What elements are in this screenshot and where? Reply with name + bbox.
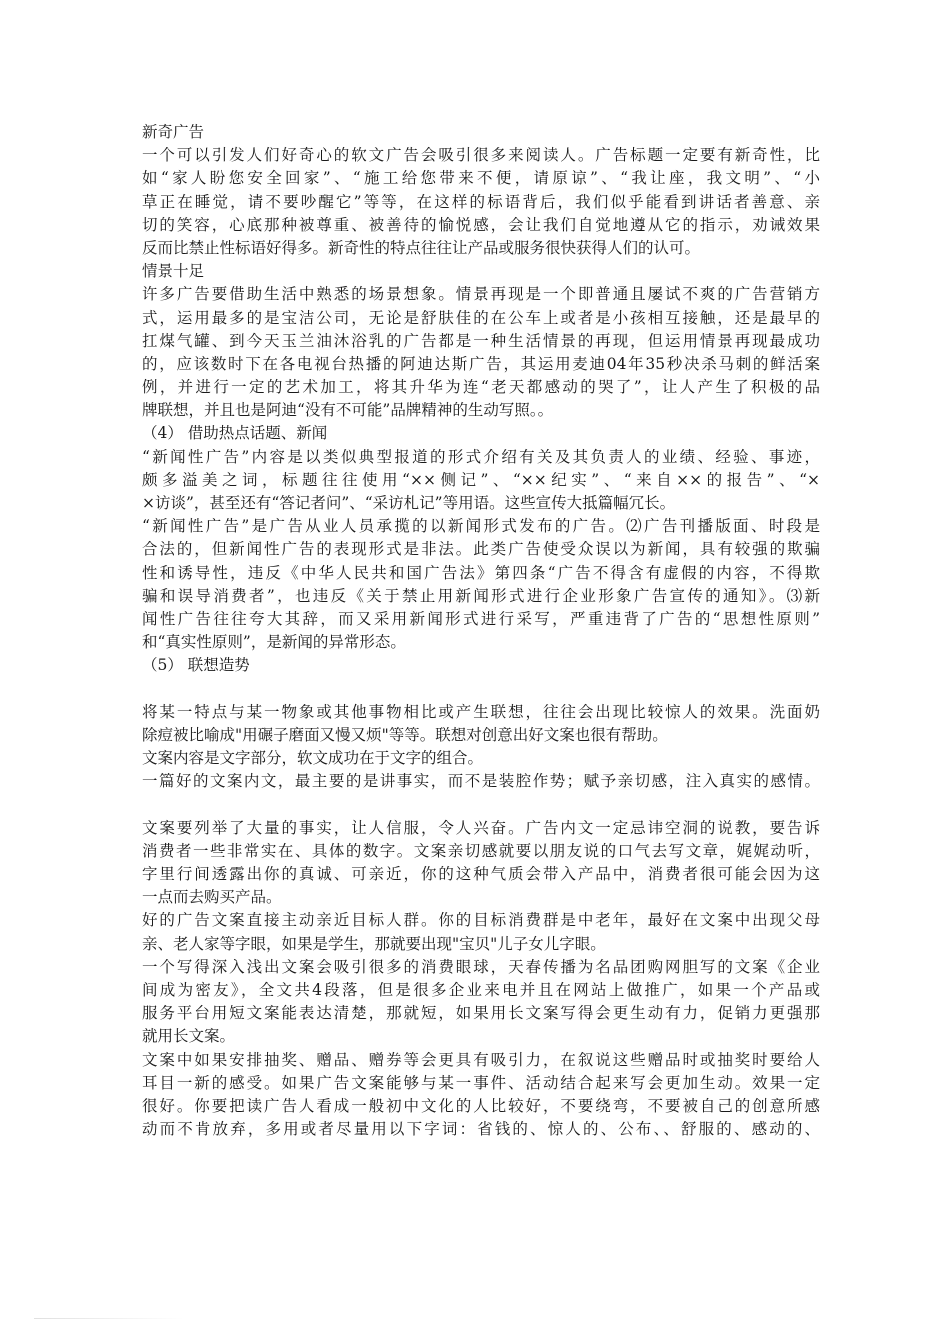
paragraph-line: 和“真实性原则”，是新闻的异常形态。 (142, 633, 406, 652)
paragraph-line: 骗和误导消费者”，也违反《关于禁止用新闻形式进行企业形象广告宣传的通知》。⑶新 (142, 586, 820, 605)
paragraph-line: 一个可以引发人们好奇心的软文广告会吸引很多来阅读人。广告标题一定要有新奇性，比 (142, 146, 820, 165)
document-body (142, 121, 820, 1141)
paragraph-line: 动而不肯放弃，多用或者尽量用以下字词：省钱的、惊人的、公布、、舒服的、感动的、 (142, 1120, 820, 1139)
heading-novel-ads: 新奇广告 (142, 123, 205, 141)
paragraph-line: 的，应该数时下在各电视台热播的阿迪达斯广告，其运用麦迪04年35秒决杀马刺的鲜活案 (142, 354, 820, 373)
paragraph-line: 闻性广告往往夸大其辞，而又采用新闻形式进行采写，严重违背了广告的“思想性原则” (142, 609, 820, 628)
paragraph-line: 颇多溢美之词，标题往往使用“××侧记”、“××纪实”、“来自××的报告”、“× (142, 470, 820, 489)
paragraph-line: 间成为密友》，全文共4段落，但是很多企业来电并且在网站上做推广，如果一个产品或 (142, 980, 820, 999)
heading-association: （5） 联想造势 (142, 656, 250, 675)
paragraph-line: 亲、老人家等字眼，如果是学生，那就要出现"宝贝"儿子女儿字眼。 (142, 934, 606, 953)
paragraph-line: 很好。你要把读广告人看成一般初中文化的人比较好，不要绕弯，不要被自己的创意所感 (142, 1096, 820, 1115)
paragraph-line: 好的广告文案直接主动亲近目标人群。你的目标消费群是中老年，最好在文案中出现父母 (142, 911, 820, 930)
paragraph-line: 扛煤气罐、到今天玉兰油沐浴乳的广告都是一种生活情景的再现，但运用情景再现最成功 (142, 331, 820, 350)
blank-line (142, 793, 820, 816)
paragraph-line: 例，并进行一定的艺术加工，将其升华为连“老天都感动的哭了”，让人产生了积极的品 (142, 378, 820, 397)
paragraph-line: 字里行间透露出你的真诚、可亲近，你的这种气质会带入产品中，消费者很可能会因为这 (142, 865, 820, 883)
paragraph-line: 一点而去购买产品。 (142, 888, 282, 907)
paragraph-line: 合法的，但新闻性广告的表现形式是非法。此类广告使受众误以为新闻，具有较强的欺骗 (142, 540, 820, 559)
heading-hot-topics: （4） 借助热点话题、新闻 (142, 424, 328, 443)
paragraph-line: 式，运用最多的是宝洁公司，无论是舒肤佳的在公车上或者是小孩相互接触，还是最早的 (142, 308, 820, 327)
paragraph-line: 许多广告要借助生活中熟悉的场景想象。情景再现是一个即普通且屡试不爽的广告营销方 (142, 285, 820, 304)
paragraph-line: 文案要列举了大量的事实，让人信服，令人兴奋。广告内文一定忌讳空洞的说教，要告诉 (142, 818, 820, 837)
paragraph-line: 如“家人盼您安全回家”、“施工给您带来不便，请原谅”、“我让座，我文明”、“小 (142, 169, 820, 188)
heading-scenario: 情景十足 (142, 262, 205, 281)
footer-rule (34, 1318, 184, 1319)
paragraph-line: 切的笑容，心底那种被尊重、被善待的愉悦感，会让我们自觉地遵从它的指示，劝诫效果 (142, 215, 820, 234)
blank-line (142, 678, 820, 701)
paragraph-line: 消费者一些非常实在、具体的数字。文案亲切感就要以朋友说的口气去写文章，娓娓动听， (142, 841, 820, 860)
paragraph-line: “新闻性广告”是广告从业人员承揽的以新闻形式发布的广告。⑵广告刊播版面、时段是 (142, 517, 820, 536)
paragraph-line: 将某一特点与某一物象或其他事物相比或产生联想，往往会出现比较惊人的效果。洗面奶 (142, 702, 820, 721)
paragraph-line: 反而比禁止性标语好得多。新奇性的特点往往让产品或服务很快获得人们的认可。 (142, 238, 701, 257)
paragraph-line: 除痘被比喻成"用碾子磨面又慢又烦"等等。联想对创意出好文案也很有帮助。 (142, 725, 668, 744)
paragraph-line: ×访谈”，甚至还有“答记者问”、“采访札记”等用语。这些宣传大抵篇幅冗长。 (142, 494, 676, 512)
paragraph-line: 一个写得深入浅出文案会吸引很多的消费眼球，天春传播为名品团购网胆写的文案《企业 (142, 957, 820, 976)
paragraph-line: “新闻性广告”内容是以类似典型报道的形式介绍有关及其负责人的业绩、经验、事迹， (142, 447, 820, 466)
paragraph-line: 服务平台用短文案能表达清楚，那就短，如果用长文案写得会更生动有力，促销力更强那 (142, 1004, 820, 1023)
paragraph-line: 草正在睡觉，请不要吵醒它”等等，在这样的标语背后，我们似乎能看到讲话者善意、亲 (142, 192, 820, 211)
paragraph-line: 文案中如果安排抽奖、赠品、赠券等会更具有吸引力，在叙说这些赠品时或抽奖时要给人 (142, 1050, 820, 1069)
paragraph-line: 文案内容是文字部分，软文成功在于文字的组合。 (142, 749, 484, 768)
paragraph-line: 就用长文案。 (142, 1027, 236, 1046)
paragraph-line: 牌联想，并且也是阿迪“没有不可能”品牌精神的生动写照。。 (142, 401, 554, 420)
paragraph-line: 耳目一新的感受。如果广告文案能够与某一事件、活动结合起来写会更加生动。效果一定 (142, 1073, 820, 1092)
paragraph-line: 一篇好的文案内文，最主要的是讲事实，而不是装腔作势；赋予亲切感，注入真实的感情。 (142, 772, 820, 791)
paragraph-line: 性和诱导性，违反《中华人民共和国广告法》第四条“广告不得含有虚假的内容，不得欺 (142, 563, 820, 582)
